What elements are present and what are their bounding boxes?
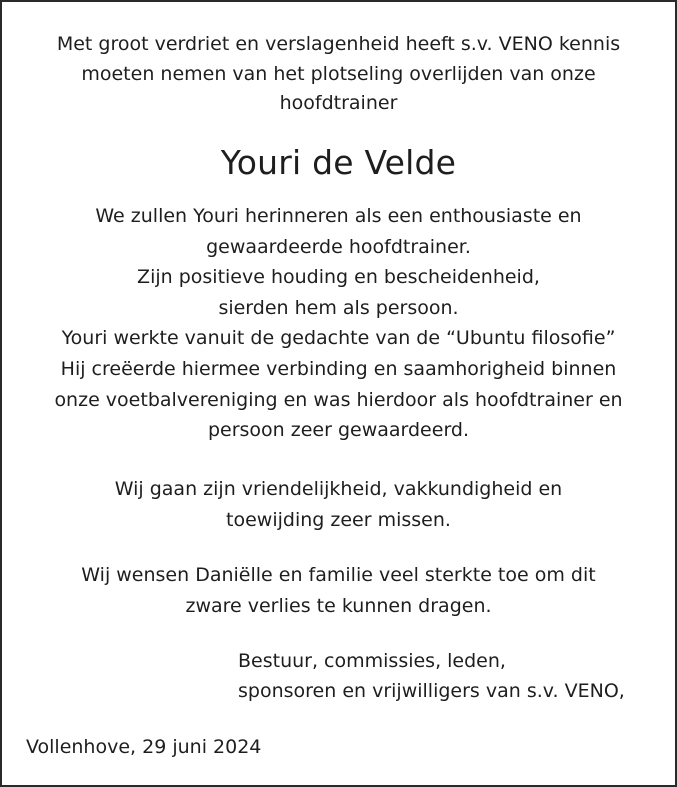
signature-line: Bestuur, commissies, leden, xyxy=(238,650,506,672)
intro-line: moeten nemen van het plotseling overlijden van onze xyxy=(81,62,596,85)
intro-paragraph xyxy=(2,30,675,119)
memory-line: persoon zeer gewaardeerd. xyxy=(207,419,470,442)
wish-paragraph xyxy=(2,560,675,622)
memory-line: Hij creëerde hiermee verbinding en saamhorigheid binnen xyxy=(60,357,617,380)
missing-paragraph xyxy=(2,474,675,536)
memory-line: sierden hem als persoon. xyxy=(218,296,459,319)
intro-line: Met groot verdriet en verslagenheid heeft s.v. VENO kennis xyxy=(56,33,621,55)
memory-line: onze voetbalvereniging en was hierdoor als hoofdtrainer en xyxy=(54,388,623,411)
memory-line: Zijn positieve houding en bescheidenheid, xyxy=(137,266,540,289)
deceased-name: Youri de Velde xyxy=(220,143,457,182)
memory-line: Youri werkte vanuit de gedachte van de “Ubuntu filosofie” xyxy=(61,327,616,350)
memory-line: gewaardeerde hoofdtrainer. xyxy=(206,235,471,258)
signature-line: sponsoren en vrijwilligers van s.v. VENO, xyxy=(238,679,625,702)
signature-block xyxy=(238,647,625,706)
missing-line: toewijding zeer missen. xyxy=(226,509,451,531)
intro-line: hoofdtrainer xyxy=(279,92,398,114)
wish-line: zware verlies te kunnen dragen. xyxy=(185,595,492,617)
place-date: Vollenhove, 29 juni 2024 xyxy=(26,736,262,758)
memory-paragraph xyxy=(2,201,675,446)
memory-line: We zullen Youri herinneren als een enthousiaste en xyxy=(95,205,582,227)
missing-line: Wij gaan zijn vriendelijkheid, vakkundigheid en xyxy=(114,478,563,500)
wish-line: Wij wensen Daniëlle en familie veel sterkte toe om dit xyxy=(81,564,596,586)
